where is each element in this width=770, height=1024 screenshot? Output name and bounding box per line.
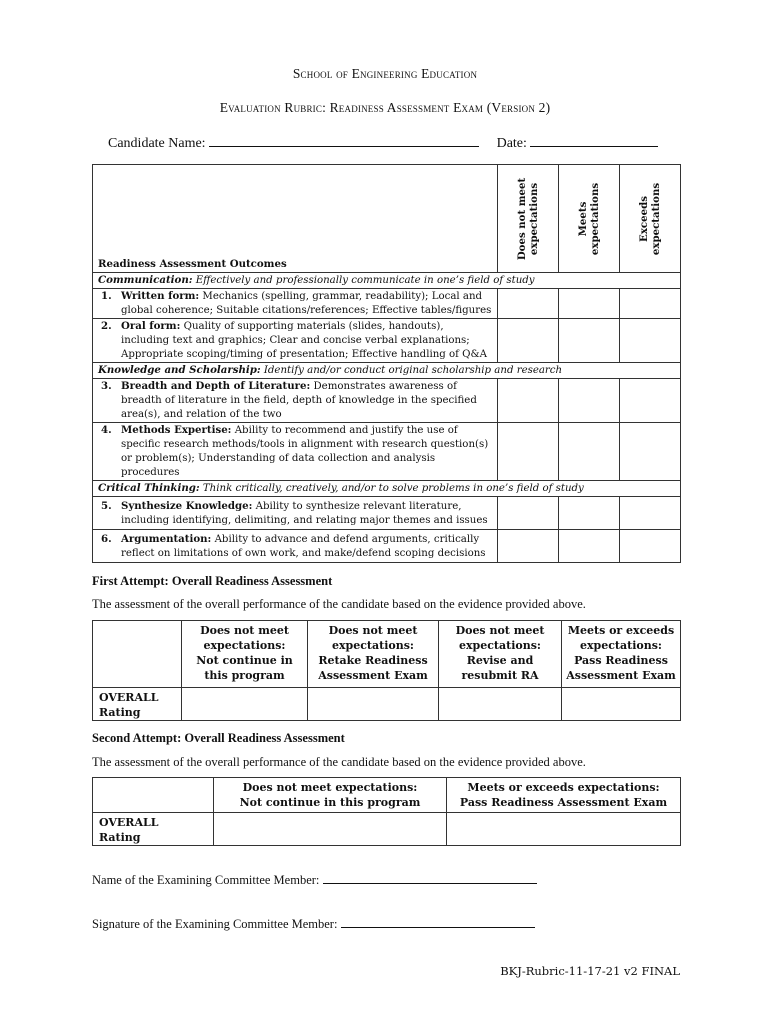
- committee-member-name-field[interactable]: [323, 871, 537, 884]
- col-does-not-meet: Does not meet expectations: [498, 165, 559, 273]
- option-retake: Does not meet expectations: Retake Readiness Assessment Exam: [308, 621, 439, 688]
- rating-cell[interactable]: [559, 319, 620, 363]
- rating-cell[interactable]: [620, 423, 681, 481]
- first-attempt-text: The assessment of the overall performance of the candidate based on the evidence provided above.: [92, 597, 586, 611]
- overall-rating-label: OVERALL Rating: [93, 813, 214, 846]
- category-critical-thinking: Critical Thinking: Think critically, creatively, and/or to solve problems in one’s field of study: [93, 481, 681, 497]
- rating-cell[interactable]: [447, 813, 681, 846]
- col-exceeds: Exceeds expectations: [620, 165, 681, 273]
- committee-member-signature-field[interactable]: [341, 915, 535, 928]
- second-attempt-text: The assessment of the overall performance of the candidate based on the evidence provided above.: [92, 755, 586, 769]
- rating-cell[interactable]: [308, 688, 439, 721]
- rubric-header-row: [93, 165, 681, 273]
- option-revise: Does not meet expectations: Revise and resubmit RA: [439, 621, 562, 688]
- date-label: Date:: [496, 136, 527, 151]
- first-attempt-rating-row: [93, 688, 681, 721]
- second-attempt-heading: Second Attempt: Overall Readiness Assessment: [92, 731, 345, 745]
- rating-cell[interactable]: [620, 530, 681, 563]
- option-not-continue: Does not meet expectations: Not continue in this program: [214, 778, 447, 813]
- first-attempt-table: [92, 620, 681, 721]
- rubric-table: [92, 164, 681, 563]
- rating-cell[interactable]: [562, 688, 681, 721]
- second-attempt-header-row: [93, 778, 681, 813]
- committee-member-name-row: [92, 871, 537, 888]
- rating-cell[interactable]: [559, 530, 620, 563]
- committee-member-signature-label: Signature of the Examining Committee Member:: [92, 917, 338, 931]
- rating-cell[interactable]: [620, 497, 681, 530]
- rating-cell[interactable]: [439, 688, 562, 721]
- rating-cell[interactable]: [498, 423, 559, 481]
- rubric-row-synthesize: 5. Synthesize Knowledge: Ability to synthesize relevant literature, including identifying, delimiting, and relating major themes and issues: [93, 497, 681, 530]
- second-attempt-table: [92, 777, 681, 846]
- second-attempt-rating-row: [93, 813, 681, 846]
- category-knowledge: Knowledge and Scholarship: Identify and/or conduct original scholarship and research: [93, 363, 681, 379]
- rubric-row-written-form: 1. Written form: Mechanics (spelling, grammar, readability); Local and global coherence; Suitable citations/references; Effective tables/figures: [93, 289, 681, 319]
- committee-member-name-label: Name of the Examining Committee Member:: [92, 873, 320, 887]
- rating-cell[interactable]: [182, 688, 308, 721]
- document-footer: BKJ-Rubric-11-17-21 v2 FINAL: [500, 964, 680, 978]
- rating-cell[interactable]: [498, 497, 559, 530]
- rating-cell[interactable]: [498, 289, 559, 319]
- rating-cell[interactable]: [498, 379, 559, 423]
- rating-cell[interactable]: [559, 379, 620, 423]
- school-title: School of Engineering Education: [292, 66, 478, 81]
- option-pass: Meets or exceeds expectations: Pass Readiness Assessment Exam: [562, 621, 681, 688]
- rating-cell[interactable]: [559, 423, 620, 481]
- rubric-row-methods: 4. Methods Expertise: Ability to recommend and justify the use of specific research methods/tools in alignment with research question(s) or problem(s); Understanding of data collection and analysis procedures: [93, 423, 681, 481]
- rubric-row-argumentation: 6. Argumentation: Ability to advance and defend arguments, critically reflect on limitations of own work, and make/defend scoping decisions: [93, 530, 681, 563]
- rubric-row-oral-form: 2. Oral form: Quality of supporting materials (slides, handouts), including text and graphics; Clear and concise verbal explanations; Appropriate scoping/timing of presentation; Effective handling of Q&A: [93, 319, 681, 363]
- rating-cell[interactable]: [620, 289, 681, 319]
- overall-rating-label: OVERALL Rating: [93, 688, 182, 721]
- rating-cell[interactable]: [498, 319, 559, 363]
- committee-member-signature-row: [92, 915, 535, 932]
- candidate-name-field[interactable]: [209, 134, 479, 147]
- option-pass: Meets or exceeds expectations: Pass Readiness Assessment Exam: [447, 778, 681, 813]
- rubric-subtitle: Evaluation Rubric: Readiness Assessment Exam (Version 2): [219, 100, 551, 115]
- rating-cell[interactable]: [559, 497, 620, 530]
- rating-cell[interactable]: [620, 379, 681, 423]
- rating-cell[interactable]: [559, 289, 620, 319]
- col-meets: Meets expectations: [559, 165, 620, 273]
- rating-cell[interactable]: [498, 530, 559, 563]
- outcomes-header: Readiness Assessment Outcomes: [93, 165, 498, 273]
- option-not-continue: Does not meet expectations: Not continue in this program: [182, 621, 308, 688]
- first-attempt-header-row: [93, 621, 681, 688]
- candidate-name-label: Candidate Name:: [108, 136, 206, 151]
- date-field[interactable]: [530, 134, 658, 147]
- rubric-row-literature: 3. Breadth and Depth of Literature: Demonstrates awareness of breadth of literature in the field, depth of knowledge in the specified area(s), and relation of the two: [93, 379, 681, 423]
- category-communication: Communication: Effectively and professionally communicate in one’s field of study: [93, 273, 681, 289]
- candidate-row: [108, 134, 658, 152]
- rating-cell[interactable]: [214, 813, 447, 846]
- first-attempt-heading: First Attempt: Overall Readiness Assessment: [92, 574, 333, 588]
- rating-cell[interactable]: [620, 319, 681, 363]
